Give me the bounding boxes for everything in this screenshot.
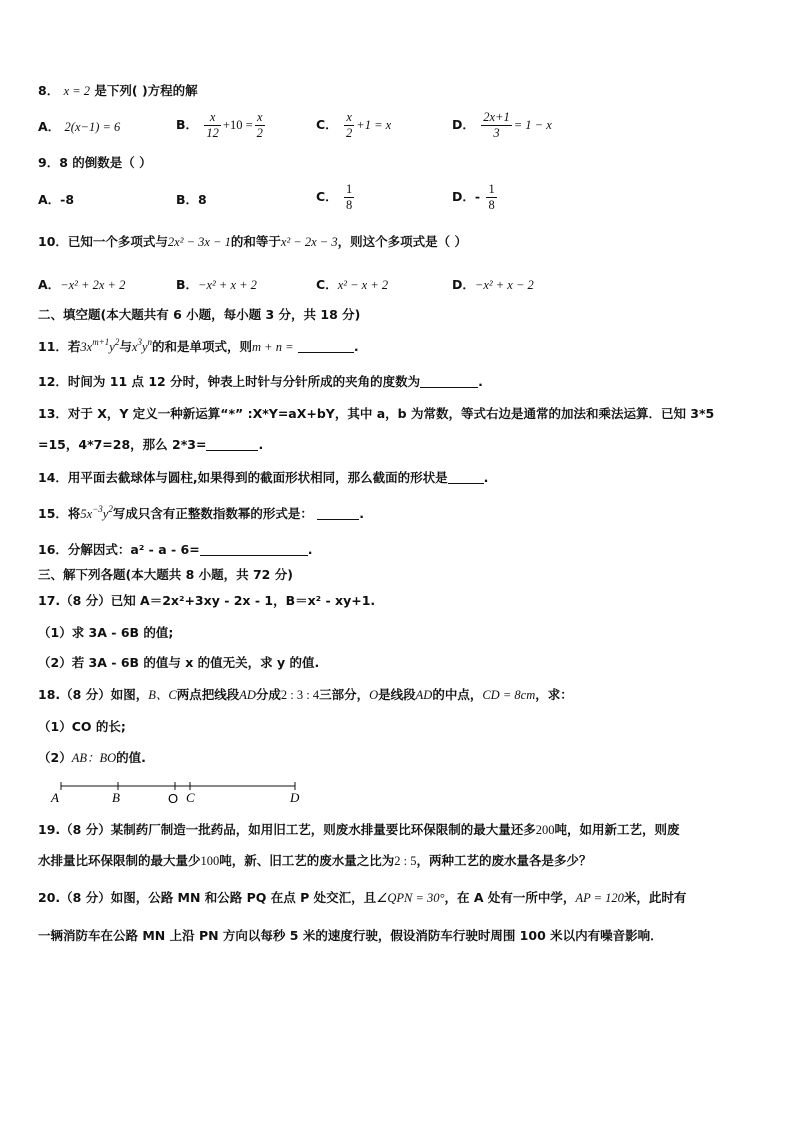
q9-stem: 9．8 的倒数是（ ） bbox=[38, 155, 152, 170]
q19-line-1: 19.（8 分）某制药厂制造一批药品，如用旧工艺，则废水排量要比环保限制的最大量还多200吨，如用新工艺，则废 bbox=[38, 822, 680, 837]
label-o: O bbox=[168, 791, 179, 806]
q9-option-a[interactable]: A．-8 bbox=[38, 192, 75, 207]
q17-part-1: （1）求 3A - 6B 的值; bbox=[38, 625, 174, 640]
q17-stem: 17.（8 分）已知 A＝2x²+3xy - 2x - 1，B＝x² - xy+1. bbox=[38, 593, 376, 608]
q13-line-2: =15，4*7=28，那么 2*3= . bbox=[38, 437, 264, 452]
q8-option-b[interactable]: B． $\frac{x}{12}$ +10 = $\frac{x}{2}$ bbox=[176, 110, 263, 140]
q18-part-1: （1）CO 的长; bbox=[38, 719, 126, 734]
q8-stem-text: 是下列( )方程的解 bbox=[94, 83, 198, 98]
answer-blank[interactable] bbox=[420, 375, 478, 388]
label-d: D bbox=[290, 790, 300, 805]
section-3-heading: 三、解下列各题(本大题共 8 小题，共 72 分) bbox=[38, 567, 293, 582]
q9-option-c[interactable]: C． $\frac{1}{8}$ bbox=[316, 182, 353, 212]
answer-blank[interactable] bbox=[298, 340, 354, 353]
fraction: $\frac{1}{8}$ bbox=[488, 182, 495, 212]
q11: 11．若$3x^{m+1}y^2$与$x^3y^n$的和是单项式，则m + n = . bbox=[38, 337, 359, 354]
q8-option-d[interactable]: D． $\frac{2x+1}{3}$ = 1 − x bbox=[452, 110, 552, 140]
q14: 14．用平面去截球体与圆柱,如果得到的截面形状相同，那么截面的形状是 . bbox=[38, 470, 489, 485]
q17-part-2: （2）若 3A - 6B 的值与 x 的值无关，求 y 的值. bbox=[38, 655, 320, 670]
label-c: C bbox=[186, 790, 195, 805]
q8-equation: x = 2 bbox=[63, 84, 91, 98]
q16: 16．分解因式：a² - a - 6= . bbox=[38, 542, 313, 557]
q9-option-d[interactable]: D．- $\frac{1}{8}$ bbox=[452, 182, 495, 212]
label-a: A bbox=[51, 790, 59, 805]
q18-stem: 18.（8 分）如图，B、C两点把线段AD分成2 : 3 : 4三部分，O是线段AD的中点，CD = 8cm，求： bbox=[38, 687, 573, 702]
answer-blank[interactable] bbox=[206, 438, 258, 451]
label-b: B bbox=[112, 790, 120, 805]
q20-line-2: 一辆消防车在公路 MN 上沿 PN 方向以每秒 5 米的速度行驶，假设消防车行驶时周围 100 米以内有噪音影响． bbox=[38, 928, 663, 943]
q18-part-2: （2）AB：BO的值. bbox=[38, 750, 146, 765]
q10-option-d[interactable]: D．−x² + x − 2 bbox=[452, 277, 534, 292]
fraction: $\frac{x}{2}$ bbox=[256, 110, 263, 140]
fraction: $\frac{x}{2}$ bbox=[346, 110, 353, 140]
q10-option-a[interactable]: A．−x² + 2x + 2 bbox=[38, 277, 126, 292]
q15: 15．将$5x^{-3}y^2$写成只含有正整数指数幂的形式是： . bbox=[38, 504, 364, 521]
q20-line-1: 20.（8 分）如图，公路 MN 和公路 PQ 在点 P 处交汇，且∠QPN = 30°，在 A 处有一所中学，AP = 120米，此时有 bbox=[38, 890, 687, 905]
answer-blank[interactable] bbox=[317, 507, 359, 520]
q9-option-b[interactable]: B．8 bbox=[176, 192, 207, 207]
q8-option-c[interactable]: C． $\frac{x}{2}$ +1 = x bbox=[316, 110, 392, 140]
fraction: $\frac{2x+1}{3}$ bbox=[483, 110, 510, 140]
q13-line-1: 13．对于 X，Y 定义一种新运算“*” :X*Y=aX+bY，其中 a，b 为常数，等式右边是通常的加法和乘法运算．已知 3*5 bbox=[38, 406, 715, 421]
q10-stem: 10．已知一个多项式与2x² − 3x − 1的和等于x² − 2x − 3，则这个多项式是（ ） bbox=[38, 234, 467, 249]
q10-option-b[interactable]: B．−x² + x + 2 bbox=[176, 277, 257, 292]
q8-stem: 8． x = 2 是下列( )方程的解 bbox=[38, 83, 198, 98]
q8-option-a[interactable]: A． 2(x−1) = 6 bbox=[38, 119, 121, 134]
fraction: $\frac{x}{12}$ bbox=[206, 110, 219, 140]
q19-line-2: 水排量比环保限制的最大量少100吨，新、旧工艺的废水量之比为2 : 5，两种工艺的废水量各是多少？ bbox=[38, 853, 592, 868]
q12: 12．时间为 11 点 12 分时，钟表上时针与分针所成的夹角的度数为 . bbox=[38, 374, 483, 389]
section-2-heading: 二、填空题(本大题共有 6 小题，每小题 3 分，共 18 分) bbox=[38, 307, 361, 322]
q10-option-c[interactable]: C．x² − x + 2 bbox=[316, 277, 389, 292]
fraction: $\frac{1}{8}$ bbox=[346, 182, 353, 212]
answer-blank[interactable] bbox=[200, 543, 308, 556]
answer-blank[interactable] bbox=[448, 471, 484, 484]
